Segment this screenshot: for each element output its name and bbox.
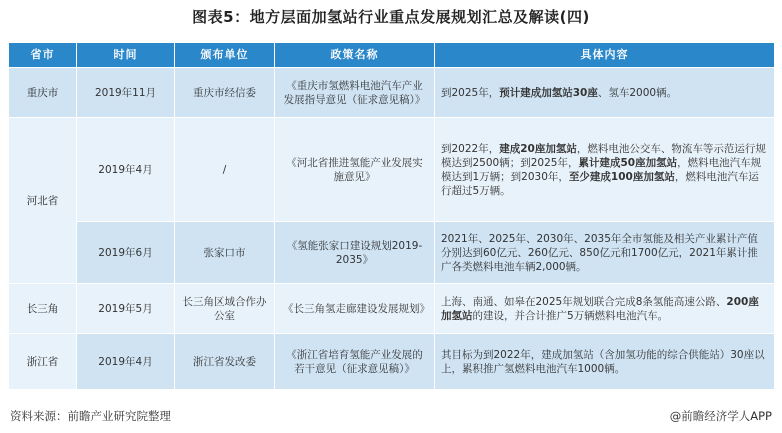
content-text: 其目标为到2022年，建成加氢站（含加氢功能的综合供能站）30座以上，累积推广氢燃料电池汽车1000辆。: [441, 348, 765, 375]
page-title: 图表5：地方层面加氢站行业重点发展规划汇总及解读(四): [192, 8, 590, 26]
policy-cell: 《河北省推进氢能产业发展实施意见》: [275, 118, 435, 222]
column-header-content: 具体内容: [435, 43, 775, 68]
content-text: 2021年、2025年、2030年、2035年全市氢能及相关产业累计产值分别达到60亿元、260亿元、850亿元和1700亿元，2021年累计推广各类燃料电池车辆2,000辆。: [441, 232, 758, 273]
content-text: 上海、南通、如皋在2025年规划联合完成8条氢能高速公路、: [441, 295, 727, 308]
policy-cell: 《氢能张家口建设规划2019-2035》: [275, 222, 435, 284]
column-header-time: 时间: [77, 43, 175, 68]
column-header-policy: 政策名称: [275, 43, 435, 68]
highlight-text: 累计建成50座加氢站: [578, 156, 678, 169]
issuer-cell: /: [175, 118, 275, 222]
issuer-cell: 长三角区域合作办公室: [175, 284, 275, 334]
time-cell: 2019年4月: [77, 118, 175, 222]
issuer-cell: 浙江省发改委: [175, 334, 275, 390]
province-cell: 河北省: [9, 118, 77, 284]
highlight-text: 预计建成加氢站30座: [499, 86, 598, 99]
time-cell: 2019年5月: [77, 284, 175, 334]
column-header-province: 省市: [9, 43, 77, 68]
content-cell: [435, 334, 775, 390]
highlight-text: 至少建成100座加氢站: [568, 170, 675, 183]
content-cell: [435, 222, 775, 284]
highlight-text: 建成20座加氢站: [499, 142, 577, 155]
issuer-cell: 重庆市经信委: [175, 68, 275, 118]
source-note: 资料来源：前瞻产业研究院整理: [10, 409, 171, 423]
table-header-row: [9, 43, 775, 68]
table-row: [9, 334, 775, 390]
policy-table: [8, 42, 775, 390]
content-cell: [435, 118, 775, 222]
content-text: 、氢车2000辆。: [597, 86, 678, 99]
policy-cell: 《长三角氢走廊建设发展规划》: [275, 284, 435, 334]
content-cell: [435, 284, 775, 334]
issuer-cell: 张家口市: [175, 222, 275, 284]
brand-credit: @前瞻经济学人APP: [669, 409, 772, 423]
content-text: 到2025年，: [441, 86, 500, 99]
content-text: 的建设，并合计推广5万辆燃料电池汽车。: [472, 309, 669, 322]
table-row: [9, 284, 775, 334]
province-cell: 浙江省: [9, 334, 77, 390]
policy-cell: 《浙江省培育氢能产业发展的若干意见（征求意见稿）》: [275, 334, 435, 390]
province-cell: 长三角: [9, 284, 77, 334]
table-row: [9, 118, 775, 222]
province-cell: 重庆市: [9, 68, 77, 118]
table-row: [9, 222, 775, 284]
time-cell: 2019年11月: [77, 68, 175, 118]
time-cell: 2019年4月: [77, 334, 175, 390]
policy-cell: 《重庆市氢燃料电池汽车产业发展指导意见（征求意见稿）》: [275, 68, 435, 118]
table-row: [9, 68, 775, 118]
content-cell: [435, 68, 775, 118]
content-text: ，燃料电池汽车运行超过5万辆。: [441, 170, 759, 197]
time-cell: 2019年6月: [77, 222, 175, 284]
content-text: 到2022年，: [441, 142, 500, 155]
highlight-text: 200座加氢站: [441, 295, 759, 322]
content-text: ，燃料电池公交车、物流车等示范运行规模达到2500辆；到2025年，: [441, 142, 766, 169]
column-header-issuer: 颁布单位: [175, 43, 275, 68]
content-text: ，燃料电池汽车规模达到1万辆；到2030年，: [441, 156, 762, 183]
